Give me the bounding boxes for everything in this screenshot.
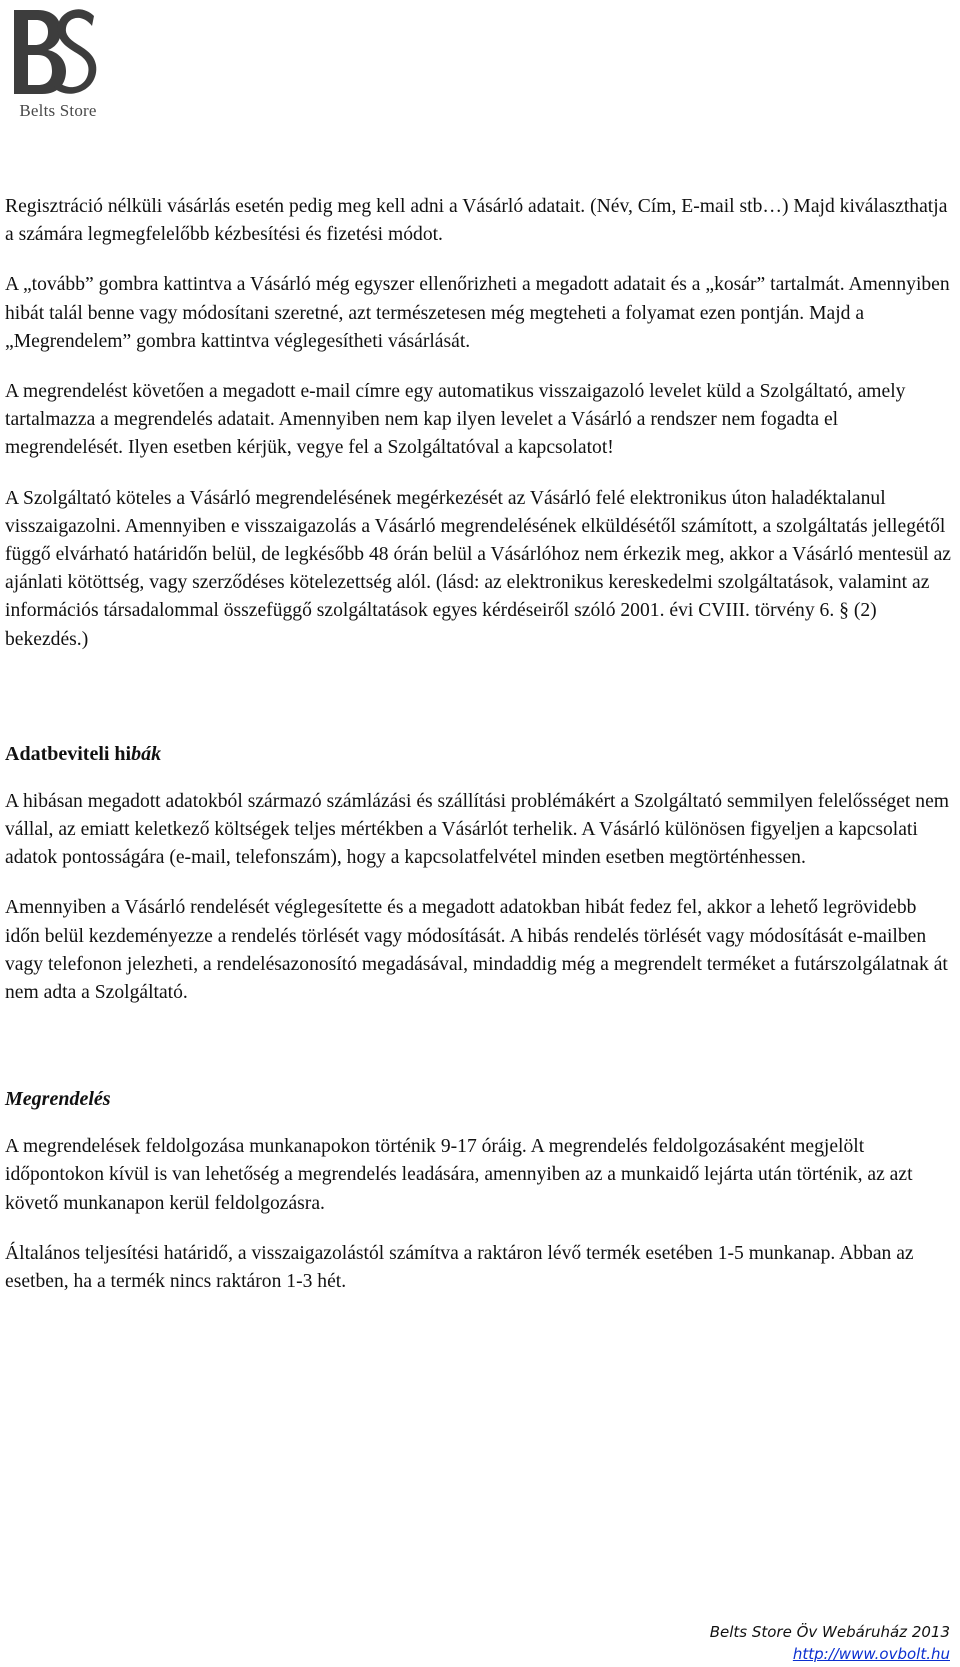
- heading-italic-part: bák: [131, 742, 162, 765]
- heading-megrendeles: Megrendelés: [5, 1088, 111, 1111]
- page-footer: [710, 1621, 950, 1665]
- logo-caption: Belts Store: [19, 101, 97, 120]
- paragraph-provider-obligation: A Szolgáltató köteles a Vásárló megrendelésének megérkezését az Vásárló felé elektronikus úton haladéktalanul visszaigazolni. Amennyiben e visszaigazolás a Vásárló megrendelésének elküldésétől számított, a szolgáltatás jellegétől függő elvárható határidőn belül, de legkésőbb 48 órán belül a Vásárlóhoz nem érkezik meg, akkor a Vásárló mentesül az ajánlati kötöttség, vagy szerződéses kötelezettség alól. (lásd: az elektronikus kereskedelmi szolgáltatások, valamint az információs társadalommal összefüggő szolgáltatások egyes kérdéseiről szóló 2001. évi CVIII. törvény 6. § (2) bekezdés.): [5, 487, 951, 650]
- heading-adatbeviteli-hibak: [5, 740, 951, 768]
- paragraph-order-modification: Amennyiben a Vásárló rendelését véglegesítette és a megadott adatokban hibát fedez fel, akkor a lehető legrövidebb időn belül kezdeményezze a rendelés törlését vagy módosítását. A hibás rendelés törlését vagy módosítását e-mailben vagy telefonon jelezheti, a rendelésazonosító megadásával, mindaddig még a megrendelt terméket a futárszolgálatnak át nem adta a Szolgáltató.: [5, 897, 948, 1004]
- paragraph-confirmation-email: A megrendelést követően a megadott e-mail címre egy automatikus visszaigazoló levelet küld a Szolgáltató, amely tartalmazza a megrendelés adatait. Amennyiben nem kap ilyen levelet a Vásárló a rendszer nem fogadta el megrendelését. Ilyen esetben kérjük, vegye fel a Szolgáltatóval a kapcsolatot!: [5, 381, 906, 459]
- footer-store-name: Belts Store Öv Webáruház 2013: [709, 1623, 950, 1641]
- paragraph-order-processing: A megrendelések feldolgozása munkanapokon történik 9-17 óráig. A megrendelés feldolgozásaként megjelölt időpontokon kívül is van lehetőség a megrendelés leadására, amennyiben az a munkaidő lejárta után történik, az azt követő munkanapon kerül feldolgozásra.: [5, 1136, 913, 1214]
- paragraph-tovabb: A „tovább” gombra kattintva a Vásárló még egyszer ellenőrizheti a megadott adatait és a „kosár” tartalmát. Amennyiben hibát talál benne vagy módosítani szeretné, azt természetesen még megteheti a folyamat ezen pontján. Majd a „Megrendelem” gombra kattintva véglegesítheti vásárlását.: [5, 274, 950, 352]
- heading-plain-part: Adatbeviteli hi: [5, 742, 132, 765]
- belts-store-logo: [8, 4, 100, 128]
- paragraph-delivery-deadline: Általános teljesítési határidő, a visszaigazolástól számítva a raktáron lévő termék esetében 1-5 munkanap. Abban az esetben, ha a termék nincs raktáron 1-3 hét.: [5, 1242, 914, 1293]
- paragraph-registration: Regisztráció nélküli vásárlás esetén pedig meg kell adni a Vásárló adatait. (Név, Cím, E-mail stb…) Majd kiválaszthatja a számára legmegfelelőbb kézbesítési és fizetési módot.: [5, 196, 948, 246]
- paragraph-data-errors: A hibásan megadott adatokból származó számlázási és szállítási problémákért a Szolgáltató semmilyen felelősséget nem vállal, az emiatt keletkező költségek teljes mértékben a Vásárlót terhelik. A Vásárló különösen figyeljen a kapcsolati adatok pontosságára (e-mail, telefonszám), hogy a kapcsolatfelvétel minden esetben megtörténhessen.: [5, 790, 950, 869]
- bs-monogram-icon: [8, 4, 100, 100]
- footer-website-link[interactable]: http://www.ovbolt.hu: [792, 1645, 950, 1663]
- document-body: [5, 193, 951, 1296]
